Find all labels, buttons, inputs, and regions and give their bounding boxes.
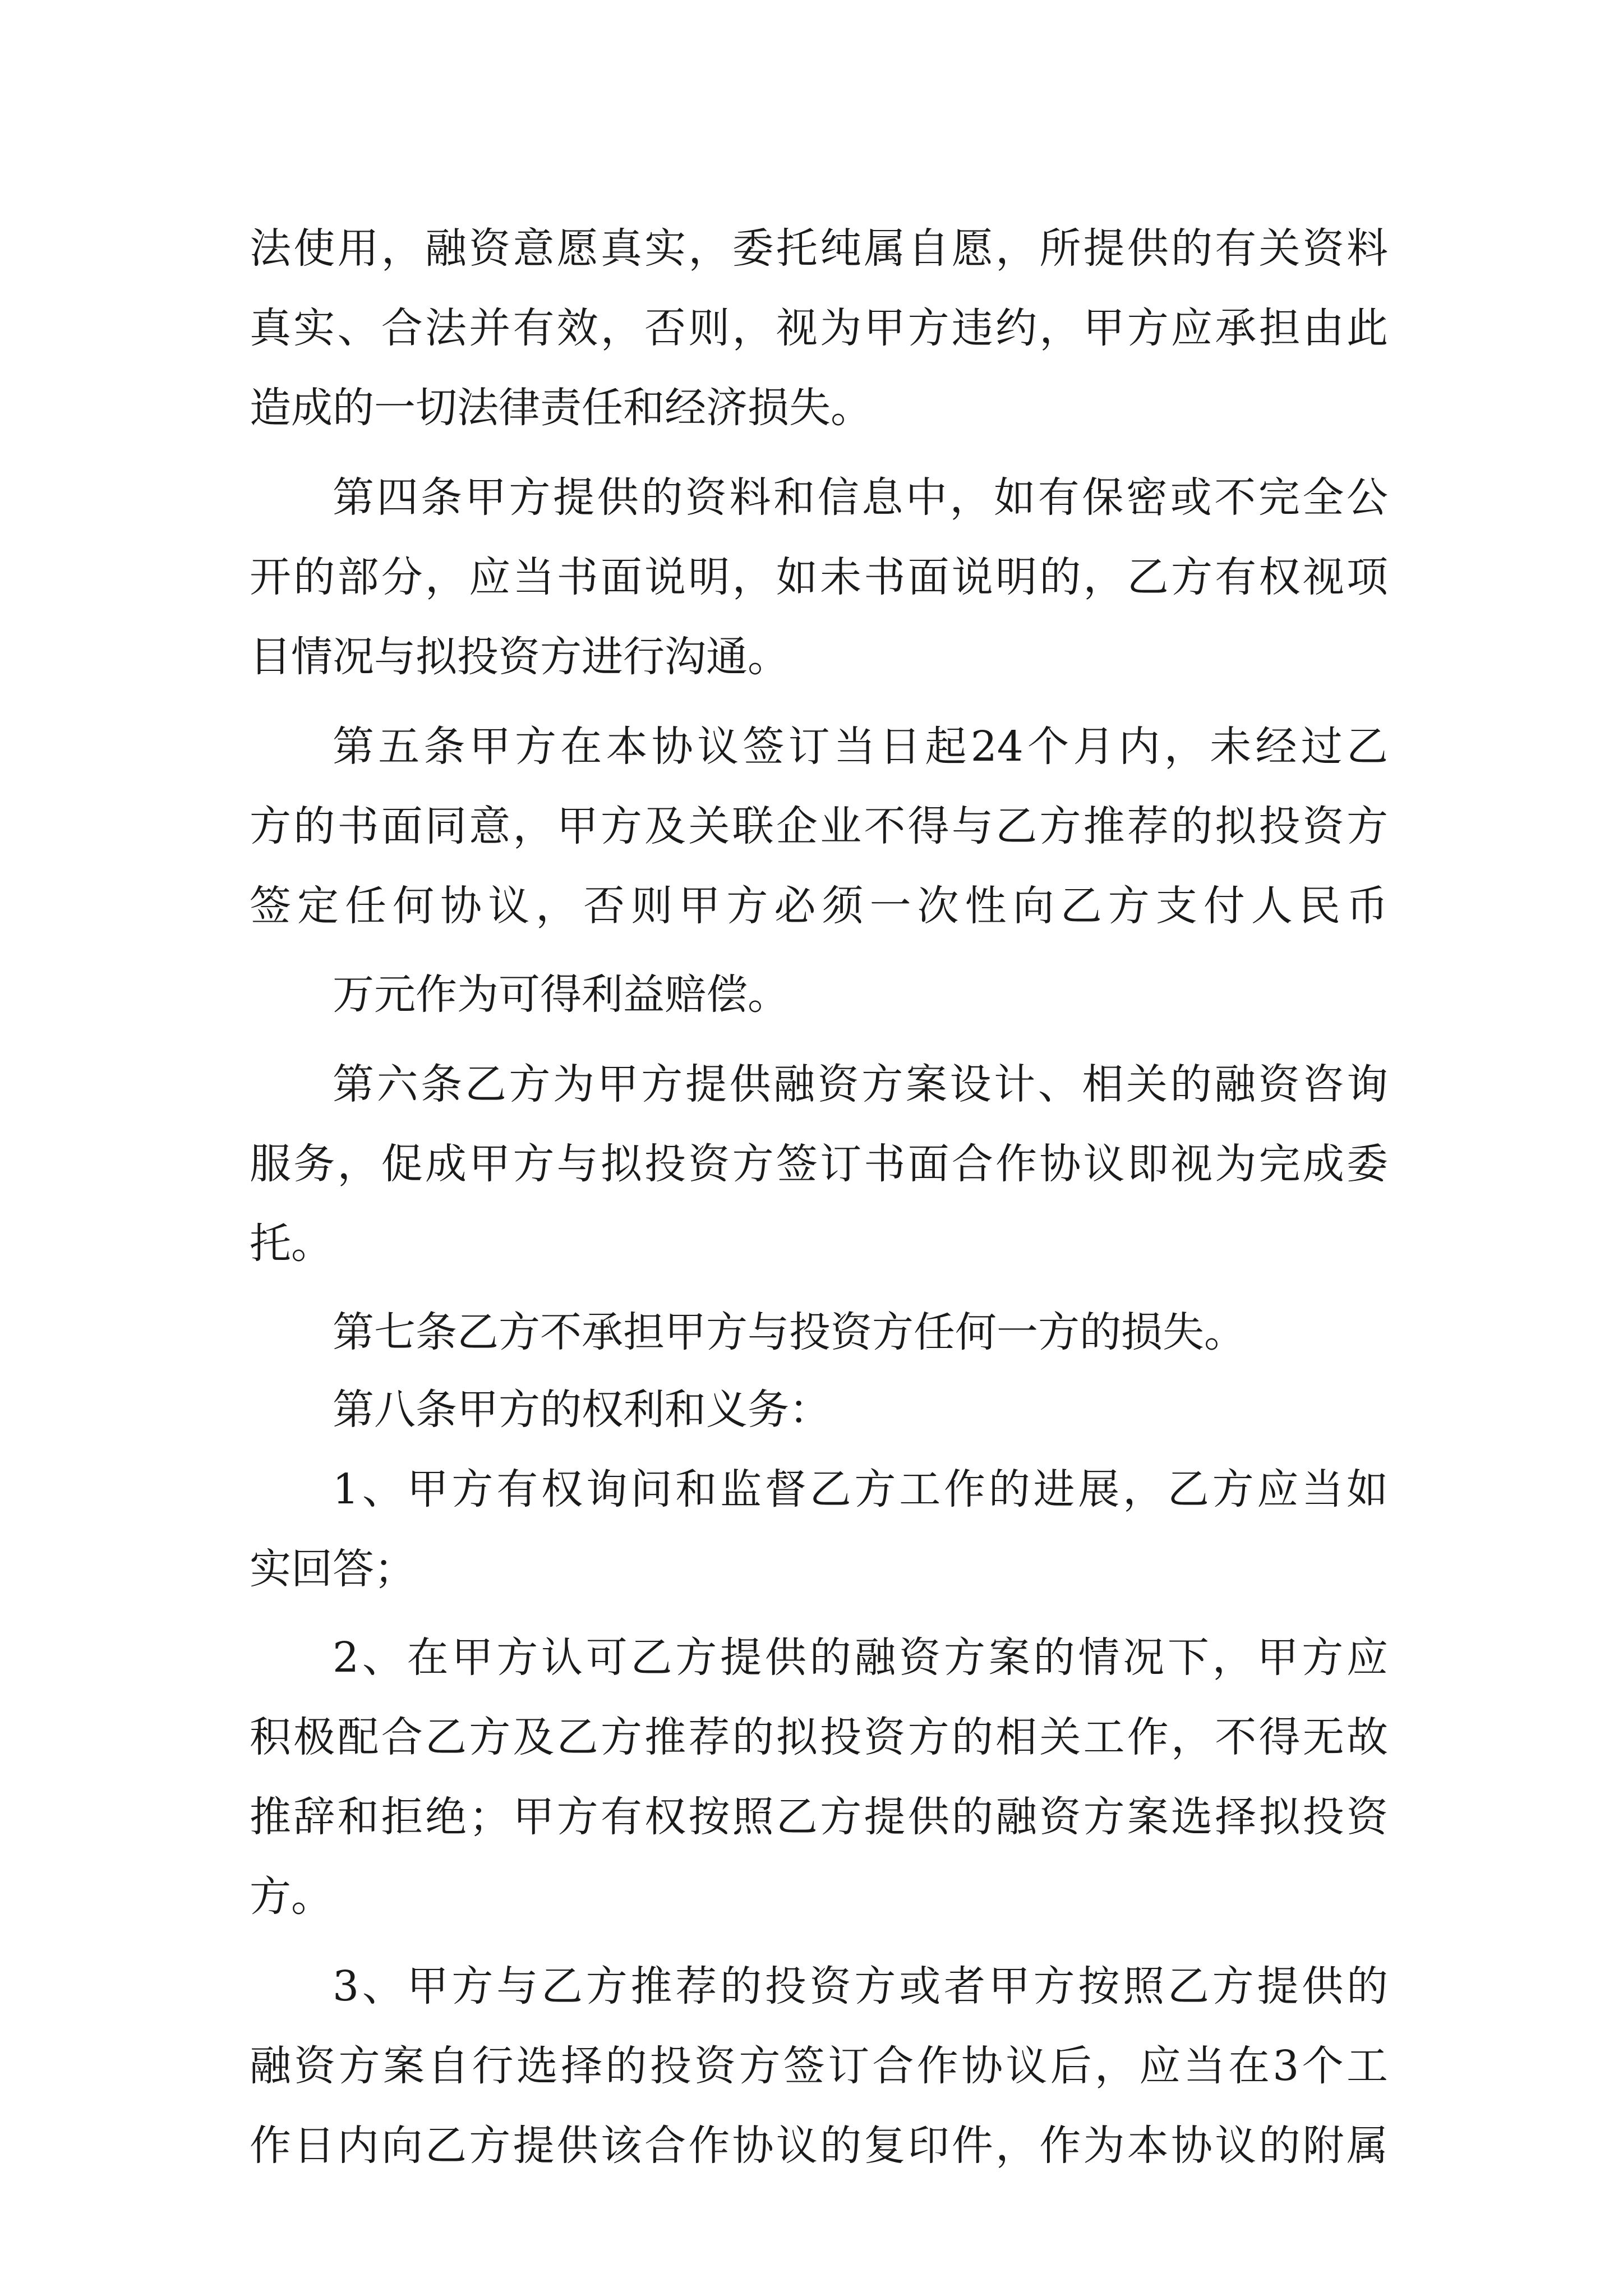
text-line: 万元作为可得利益赔偿。 bbox=[333, 970, 789, 1019]
clause-4-first-line: 第四条甲方提供的资料和信息中，如有保密或不完全公 bbox=[333, 473, 1388, 522]
text-line: 造成的一切法律责任和经济损失。 bbox=[250, 384, 872, 432]
clause-6-first-line: 第六条乙方为甲方提供融资方案设计、相关的融资咨询 bbox=[333, 1060, 1388, 1108]
text-line: 签定任何协议，否则甲方必须一次性向乙方支付人民币 bbox=[250, 882, 1388, 930]
text-line: 实回答； bbox=[250, 1545, 416, 1593]
clause-8-heading: 第八条甲方的权利和义务： bbox=[333, 1386, 831, 1434]
text-line: 开的部分，应当书面说明，如未书面说明的，乙方有权视项 bbox=[250, 553, 1388, 601]
text-line: 真实、合法并有效，否则，视为甲方违约，甲方应承担由此 bbox=[250, 304, 1388, 352]
clause-8-item-2-first-line: 2、在甲方认可乙方提供的融资方案的情况下，甲方应 bbox=[333, 1634, 1388, 1682]
clause-8-item-3-first-line: 3、甲方与乙方推荐的投资方或者甲方按照乙方提供的 bbox=[333, 1962, 1388, 2010]
text-line: 积极配合乙方及乙方推荐的拟投资方的相关工作，不得无故 bbox=[250, 1713, 1388, 1761]
text-line: 服务，促成甲方与拟投资方签订书面合作协议即视为完成委 bbox=[250, 1140, 1388, 1188]
text-line: 作日内向乙方提供该合作协议的复印件，作为本协议的附属 bbox=[250, 2122, 1388, 2170]
text-line: 法使用，融资意愿真实，委托纯属自愿，所提供的有关资料 bbox=[250, 224, 1388, 273]
document-body bbox=[250, 0, 1388, 2296]
text-line: 目情况与拟投资方进行沟通。 bbox=[250, 633, 789, 681]
text-line: 融资方案自行选择的投资方签订合作协议后，应当在3个工 bbox=[250, 2042, 1388, 2090]
text-line: 推辞和拒绝；甲方有权按照乙方提供的融资方案选择拟投资 bbox=[250, 1793, 1388, 1841]
text-line: 方。 bbox=[250, 1872, 333, 1921]
clause-7-line: 第七条乙方不承担甲方与投资方任何一方的损失。 bbox=[333, 1308, 1246, 1356]
text-line: 方的书面同意，甲方及关联企业不得与乙方推荐的拟投资方 bbox=[250, 802, 1388, 850]
text-line: 托。 bbox=[250, 1220, 333, 1268]
clause-5-first-line: 第五条甲方在本协议签订当日起24个月内，未经过乙 bbox=[333, 723, 1388, 771]
clause-8-item-1-first-line: 1、甲方有权询问和监督乙方工作的进展，乙方应当如 bbox=[333, 1465, 1388, 1513]
